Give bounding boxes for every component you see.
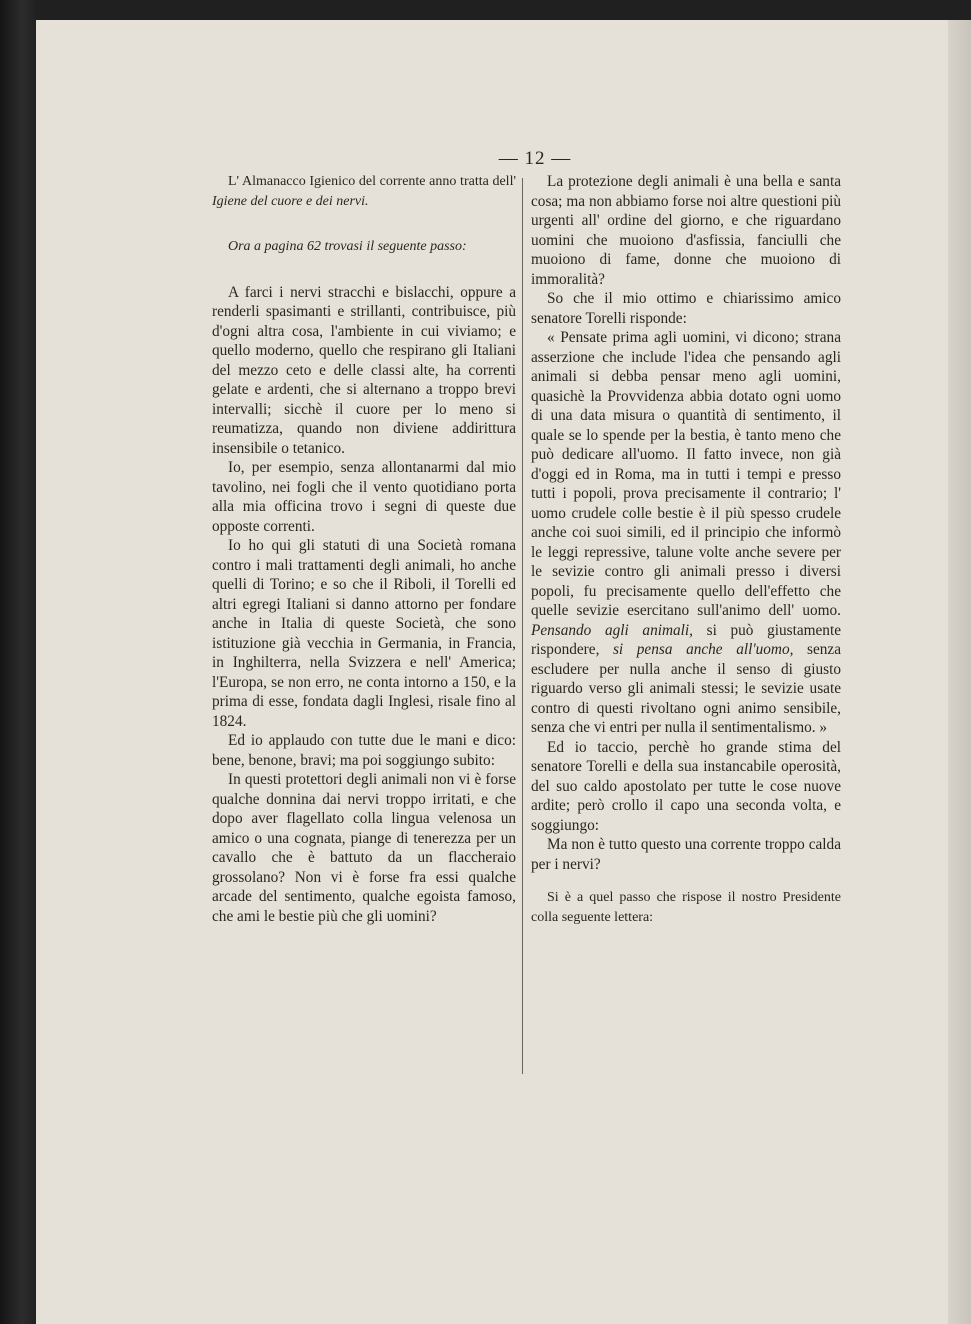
quoted-reply: « Pensate prima agli uomini, vi dicono; strana asserzione che include l'idea che pensando agli animali si debba pensar meno agli uomini, quasichè la Provvidenza abbia dotato ogni uomo di una data misura o quantità di sentimento, il quale se lo spende per la bestia, è tanto meno che può dedicare all'uomo. Il fatto invece, non già d'oggi ed in Roma, ma in tutti i tempi e presso tutti i popoli, prova precisamente il contrario; l' uomo crudele colle bestie è il più spesso crudele anche coi suoi simili, ed il principio che informò le leggi repressive, talune volte anche severe per le sevizie contro gli animali presso i diversi popoli, fu precisamente quello dell'effetto che quelle sevizie esercitano sull'animo dell' uomo. Pensando agli animali, si può giustamente rispondere, si pensa anche all'uomo, senza escludere per nulla anche il senso di giusto riguardo verso gli animali stessi; le sevizie usate contro di questi rivoltano ogni animo sensibile, senza che vi entri per nulla il sentimentalismo. » [531, 329, 842, 736]
closing-line: Si è a quel passo che rispose il nostro Presidente colla seguente lettera: [531, 890, 841, 925]
passage-note: Ora a pagina 62 trovasi il seguente passo: [228, 239, 467, 254]
right-column [531, 172, 841, 927]
page-number: — 12 — [498, 148, 572, 169]
paragraph: Io, per esempio, senza allontanarmi dal mio tavolino, nei fogli che il vento quotidiano porta alla mia officina trovo i segni di queste due opposte correnti. [212, 459, 516, 535]
left-column [212, 172, 516, 926]
paragraph: So che il mio ottimo e chiarissimo amico senatore Torelli risponde: [531, 290, 841, 327]
paragraph: Ma non è tutto questo una corrente troppo calda per i nervi? [531, 836, 841, 873]
paragraph: In questi protettori degli animali non vi è forse qualche donnina dai nervi troppo irritati, e che dopo aver flagellato colla lingua velenosa un amico o una cognata, piange di tenerezza per un cavallo che è battuto da un flaccheraio grossolano? Non vi è forse fra essi qualche arcade del sentimento, qualche egoista famoso, che ami le bestie più che gli uomini? [212, 771, 516, 925]
page-edge [948, 20, 971, 1324]
paragraph: Io ho qui gli statuti di una Società romana contro i mali trattamenti degli animali, ho anche quelli di Torino; e so che il Riboli, il Torelli ed altri egregi Italiani si danno attorno per fondare anche in Italia di queste Società, che sono istituzione già vecchia in Germania, in Francia, in Inghilterra, nella Svizzera e nell' America; l'Europa, se non erro, ne conta intorno a 150, e la prima di esse, fondata dagli Inglesi, risale fino al 1824. [212, 537, 516, 730]
paragraph: Ed io applaudo con tutte due le mani e dico: bene, benone, bravi; ma poi soggiungo subito: [212, 732, 516, 769]
column-divider [522, 178, 523, 1074]
paragraph: La protezione degli animali è una bella e santa cosa; ma non abbiamo forse noi altre questioni più urgenti all' ordine del giorno, e che riguardano uomini che muoiono d'asfissia, fanciulli che muoiono di fame, donne che muoiono di immoralità? [531, 173, 841, 288]
intro-paragraph: L' Almanacco Igienico del corrente anno tratta dell' Igiene del cuore e dei nervi. [212, 174, 516, 209]
paragraph: A farci i nervi stracchi e bislacchi, oppure a renderli spasimanti e strillanti, contribuisce, più d'ogni altra cosa, l'ambiente in cui viviamo; e quello moderno, quello che respirano gli Italiani del mezzo ceto e delle classi alte, ha correnti gelate e ardenti, che si alternano a troppo brevi intervalli; sicchè il cuore per lo meno si reumatizza, quando non diviene addirittura insensibile o tetanico. [212, 283, 516, 457]
paragraph: Ed io taccio, perchè ho grande stima del senatore Torelli e della sua instancabile operosità, del suo caldo apostolato per tutte le cose nuove ardite; però crollo il capo una seconda volta, e soggiungo: [531, 738, 841, 834]
